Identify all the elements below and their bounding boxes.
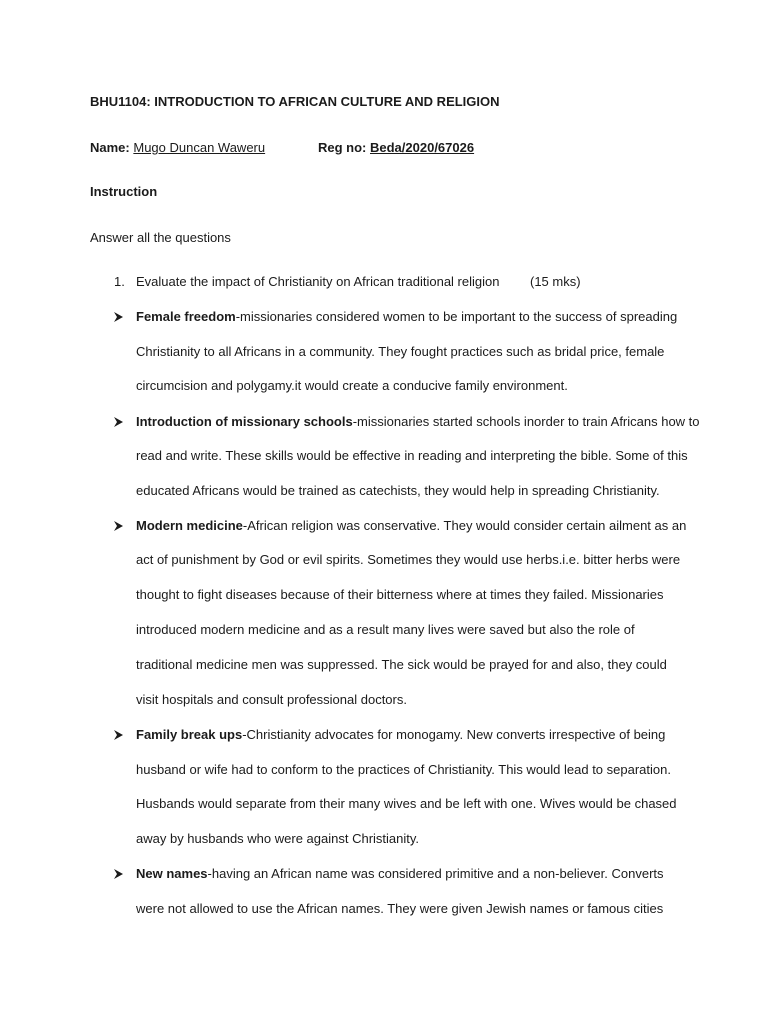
instruction-heading: Instruction <box>90 184 158 199</box>
student-info-row <box>90 140 265 156</box>
bullet-arrow-icon <box>113 414 124 430</box>
course-title: BHU1104: INTRODUCTION TO AFRICAN CULTURE AND RELIGION <box>90 94 500 109</box>
point-line: Christianity to all Africans in a community. They fought practices such as bridal price, female <box>136 344 665 359</box>
point-female-freedom <box>136 309 677 325</box>
point-line: act of punishment by God or evil spirits. Sometimes they would use herbs.i.e. bitter herbs were <box>136 552 681 567</box>
reg-label: Reg no: <box>318 140 370 155</box>
point-title: Female freedom <box>136 309 236 324</box>
point-title: Introduction of missionary schools <box>136 414 353 429</box>
bullet-arrow-icon <box>113 866 124 882</box>
question-marks: (15 mks) <box>530 274 581 289</box>
point-title: Family break ups <box>136 727 243 742</box>
point-title: New names <box>136 866 208 881</box>
question-text: Evaluate the impact of Christianity on African traditional religion <box>136 274 500 289</box>
reg-value: Beda/2020/67026 <box>370 140 475 155</box>
name-label: Name: <box>90 140 134 155</box>
point-line: read and write. These skills would be effective in reading and interpreting the bible. Some of this <box>136 448 688 463</box>
point-line: introduced modern medicine and as a result many lives were saved but also the role of <box>136 622 635 637</box>
bullet-arrow-icon <box>113 518 124 534</box>
point-line: thought to fight diseases because of their bitterness where at times they failed. Missionaries <box>136 587 664 602</box>
point-line: Husbands would separate from their many wives and be left with one. Wives would be chased <box>136 796 677 811</box>
point-line: circumcision and polygamy.it would create a conducive family environment. <box>136 378 568 393</box>
point-modern-medicine <box>136 518 686 534</box>
point-line: visit hospitals and consult professional doctors. <box>136 692 407 707</box>
point-text: -having an African name was considered primitive and a non-believer. Converts <box>207 866 664 881</box>
point-new-names <box>136 866 664 882</box>
point-text: -Christianity advocates for monogamy. New converts irrespective of being <box>242 727 666 742</box>
point-text: -African religion was conservative. They would consider certain ailment as an <box>242 518 687 533</box>
bullet-arrow-icon <box>113 727 124 743</box>
point-line: traditional medicine men was suppressed. The sick would be prayed for and also, they could <box>136 657 667 672</box>
instruction-text: Answer all the questions <box>90 230 231 245</box>
point-family-break-ups <box>136 727 665 743</box>
point-line: away by husbands who were against Christianity. <box>136 831 420 846</box>
bullet-arrow-icon <box>113 309 124 325</box>
point-line: husband or wife had to conform to the practices of Christianity. This would lead to separation. <box>136 762 671 777</box>
point-text: -missionaries considered women to be important to the success of spreading <box>235 309 678 324</box>
point-missionary-schools <box>136 414 700 430</box>
point-line: educated Africans would be trained as catechists, they would help in spreading Christianity. <box>136 483 660 498</box>
question-number: 1. <box>114 274 125 289</box>
reg-info <box>318 140 474 156</box>
point-title: Modern medicine <box>136 518 243 533</box>
name-value: Mugo Duncan Waweru <box>133 140 266 155</box>
point-line: were not allowed to use the African names. They were given Jewish names or famous cities <box>136 901 664 916</box>
point-text: -missionaries started schools inorder to train Africans how to <box>352 414 700 429</box>
